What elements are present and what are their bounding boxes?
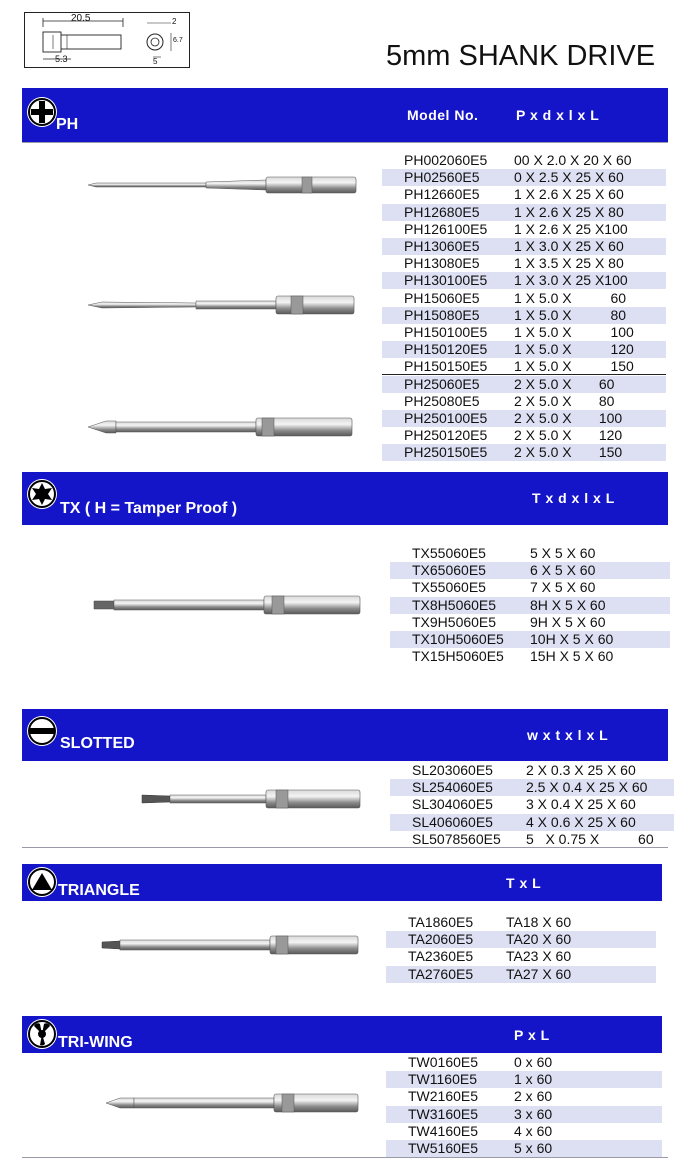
model-number: TW2160E5 <box>408 1088 479 1105</box>
model-number: TA2060E5 <box>408 931 474 948</box>
model-number: SL254060E5 <box>412 779 493 796</box>
model-number: PH15060E5 <box>404 289 480 306</box>
table-row <box>390 579 670 596</box>
spec-value: 1 X 2.6 X 25 X 80 <box>514 203 624 220</box>
table-row <box>382 204 666 221</box>
table-row <box>390 545 670 562</box>
tri-wing-icon <box>26 1018 58 1050</box>
sl-bottom-rule <box>22 847 668 848</box>
table-row <box>382 427 666 444</box>
ph-bit-small-image <box>86 172 358 198</box>
model-number: PH25060E5 <box>404 375 480 392</box>
spec-value: 1 X 2.6 X 25 X 60 <box>514 186 624 203</box>
table-row <box>382 376 666 393</box>
model-number: PH250150E5 <box>404 444 488 461</box>
tx-col-spec: T x d x l x L <box>532 490 615 506</box>
table-row <box>390 562 670 579</box>
tri-wing-bit-image <box>104 1090 362 1116</box>
model-number: PH126100E5 <box>404 220 488 237</box>
table-row <box>386 1140 662 1157</box>
diagram-shank-length: 5.3 <box>55 54 68 64</box>
model-number: PH130100E5 <box>404 272 488 289</box>
ph-bit-large-image <box>86 412 358 442</box>
model-number: SL304060E5 <box>412 796 493 813</box>
spec-value: 2 X 0.3 X 25 X 60 <box>526 762 636 778</box>
model-number: TW5160E5 <box>408 1140 479 1156</box>
spec-value: 4 X 0.6 X 25 X 60 <box>526 813 636 830</box>
table-row <box>382 169 666 186</box>
table-row <box>386 1088 662 1105</box>
table-row <box>382 444 666 461</box>
model-number: TW4160E5 <box>408 1122 479 1139</box>
ta-header-band <box>22 864 662 901</box>
table-row <box>382 221 666 238</box>
spec-value: 8H X 5 X 60 <box>530 596 606 613</box>
tw-header-band <box>22 1016 662 1053</box>
table-row <box>390 779 674 796</box>
model-number: PH13060E5 <box>404 238 480 254</box>
table-row <box>382 358 666 375</box>
ph-label: PH <box>56 116 79 133</box>
table-row <box>382 152 666 169</box>
triangle-icon <box>26 866 58 898</box>
spec-value: 2 X 5.0 X 120 <box>514 427 623 444</box>
table-row <box>382 186 666 203</box>
model-number: SL406060E5 <box>412 813 493 830</box>
triangle-bit-image <box>100 932 362 958</box>
spec-value: 6 X 5 X 60 <box>530 562 596 579</box>
table-row <box>390 831 674 848</box>
ph-top-rule <box>22 142 668 143</box>
spec-value: 1 X 5.0 X 120 <box>514 341 634 358</box>
model-number: TW1160E5 <box>408 1071 477 1088</box>
ta-col-spec: T x L <box>506 875 542 891</box>
sl-col-spec: w x t x l x L <box>527 727 609 743</box>
spec-value: 1 X 2.6 X 25 X100 <box>514 220 628 237</box>
slotted-icon <box>26 715 58 747</box>
spec-value: 3 x 60 <box>514 1105 553 1122</box>
spec-value: 2 X 5.0 X 60 <box>514 375 615 392</box>
table-row <box>382 238 666 255</box>
table-row <box>390 597 670 614</box>
model-number: TA2760E5 <box>408 965 474 982</box>
ph-col-spec: P x d x l x L <box>516 107 600 123</box>
diagram-diameter: 6.7 <box>173 37 183 44</box>
ta-label: TRIANGLE <box>58 882 140 899</box>
spec-value: 1 X 3.0 X 25 X100 <box>514 272 628 289</box>
diagram-flat: 2 <box>172 17 177 26</box>
model-number: PH250120E5 <box>404 427 488 444</box>
ph-col-model: Model No. <box>407 107 479 123</box>
table-row <box>382 410 666 427</box>
table-row <box>382 324 666 341</box>
model-number: PH12660E5 <box>404 186 480 203</box>
model-number: PH12680E5 <box>404 203 480 220</box>
model-number: SL203060E5 <box>412 762 493 778</box>
spec-value: TA18 X 60 <box>506 914 572 930</box>
model-number: TA1860E5 <box>408 914 474 930</box>
spec-value: 1 X 5.0 X 100 <box>514 324 634 340</box>
table-row <box>382 272 666 289</box>
tw-bottom-rule <box>22 1157 668 1158</box>
sl-header-band <box>22 709 668 761</box>
model-number: PH02560E5 <box>404 169 480 186</box>
model-number: TX55060E5 <box>412 545 486 561</box>
dimension-drawing <box>25 13 189 67</box>
model-number: TW0160E5 <box>408 1054 479 1070</box>
spec-value: 0 x 60 <box>514 1054 553 1070</box>
spec-value: 2 x 60 <box>514 1088 553 1105</box>
spec-value: 1 x 60 <box>514 1071 553 1088</box>
spec-value: 15H X 5 X 60 <box>530 648 614 665</box>
ph-header-band <box>22 88 668 142</box>
tw-label: TRI-WING <box>58 1034 133 1051</box>
spec-value: 3 X 0.4 X 25 X 60 <box>526 796 636 813</box>
spec-value: 7 X 5 X 60 <box>530 579 596 596</box>
table-row <box>386 931 656 948</box>
ph-group-rule <box>382 374 666 375</box>
model-number: PH150120E5 <box>404 341 488 358</box>
spec-value: TA20 X 60 <box>506 931 572 948</box>
phillips-icon <box>26 96 58 128</box>
spec-value: 1 X 3.5 X 25 X 80 <box>514 255 624 272</box>
sl-label: SLOTTED <box>60 735 135 752</box>
table-row <box>382 341 666 358</box>
model-number: PH25080E5 <box>404 392 480 409</box>
ph-bit-medium-image <box>86 292 358 318</box>
spec-value: 10H X 5 X 60 <box>530 631 614 647</box>
tx-label: TX ( H = Tamper Proof ) <box>60 500 238 517</box>
spec-value: 2 X 5.0 X 80 <box>514 392 615 409</box>
table-row <box>386 1054 662 1071</box>
table-row <box>386 914 656 931</box>
spec-value: 2 X 5.0 X 100 <box>514 410 623 426</box>
table-row <box>390 614 670 631</box>
dimension-diagram <box>24 12 190 68</box>
table-row <box>390 796 674 813</box>
table-row <box>390 814 674 831</box>
spec-value: 0 X 2.5 X 25 X 60 <box>514 169 624 186</box>
tw-col-spec: P x L <box>514 1027 550 1043</box>
model-number: PH250100E5 <box>404 410 488 426</box>
diagram-total-length: 20.5 <box>71 13 91 24</box>
diagram-hex: 5 <box>153 57 158 66</box>
spec-value: 5 x 60 <box>514 1140 553 1156</box>
table-row <box>386 1106 662 1123</box>
spec-value: 4 x 60 <box>514 1122 553 1139</box>
spec-value: 5 X 0.75 X 60 <box>526 830 654 847</box>
model-number: TA2360E5 <box>408 948 474 965</box>
model-number: TX8H5060E5 <box>412 596 497 613</box>
table-row <box>386 1071 662 1088</box>
model-number: PH13080E5 <box>404 255 480 272</box>
tx-bit-image <box>92 592 364 618</box>
model-number: PH150100E5 <box>404 324 488 340</box>
spec-value: TA27 X 60 <box>506 965 572 982</box>
tx-header-band <box>22 472 668 525</box>
spec-value: 1 X 5.0 X 150 <box>514 358 634 375</box>
table-row <box>390 648 670 665</box>
spec-value: 2.5 X 0.4 X 25 X 60 <box>526 779 648 796</box>
torx-icon <box>26 478 58 510</box>
spec-value: 1 X 5.0 X 60 <box>514 289 627 306</box>
slotted-bit-image <box>140 786 364 812</box>
table-row <box>382 393 666 410</box>
table-row <box>390 631 670 648</box>
table-row <box>386 1123 662 1140</box>
model-number: TW3160E5 <box>408 1105 479 1122</box>
spec-value: 9H X 5 X 60 <box>530 613 606 630</box>
table-row <box>382 290 666 307</box>
table-row <box>386 966 656 983</box>
spec-value: 1 X 3.0 X 25 X 60 <box>514 238 624 254</box>
spec-value: TA23 X 60 <box>506 948 572 965</box>
model-number: TX65060E5 <box>412 562 486 579</box>
model-number: PH15080E5 <box>404 306 480 323</box>
model-number: TX10H5060E5 <box>412 631 504 647</box>
spec-value: 00 X 2.0 X 20 X 60 <box>514 152 632 168</box>
spec-value: 5 X 5 X 60 <box>530 545 596 561</box>
spec-value: 1 X 5.0 X 80 <box>514 306 627 323</box>
page-title: 5mm SHANK DRIVE <box>386 40 656 72</box>
table-row <box>382 255 666 272</box>
model-number: TX9H5060E5 <box>412 613 497 630</box>
table-row <box>386 948 656 965</box>
model-number: TX15H5060E5 <box>412 648 504 665</box>
table-row <box>390 762 674 779</box>
model-number: PH150150E5 <box>404 358 488 375</box>
spec-value: 2 X 5.0 X 150 <box>514 444 623 461</box>
model-number: TX55060E5 <box>412 579 486 596</box>
model-number: PH002060E5 <box>404 152 488 168</box>
table-row <box>382 307 666 324</box>
model-number: SL5078560E5 <box>412 830 501 847</box>
